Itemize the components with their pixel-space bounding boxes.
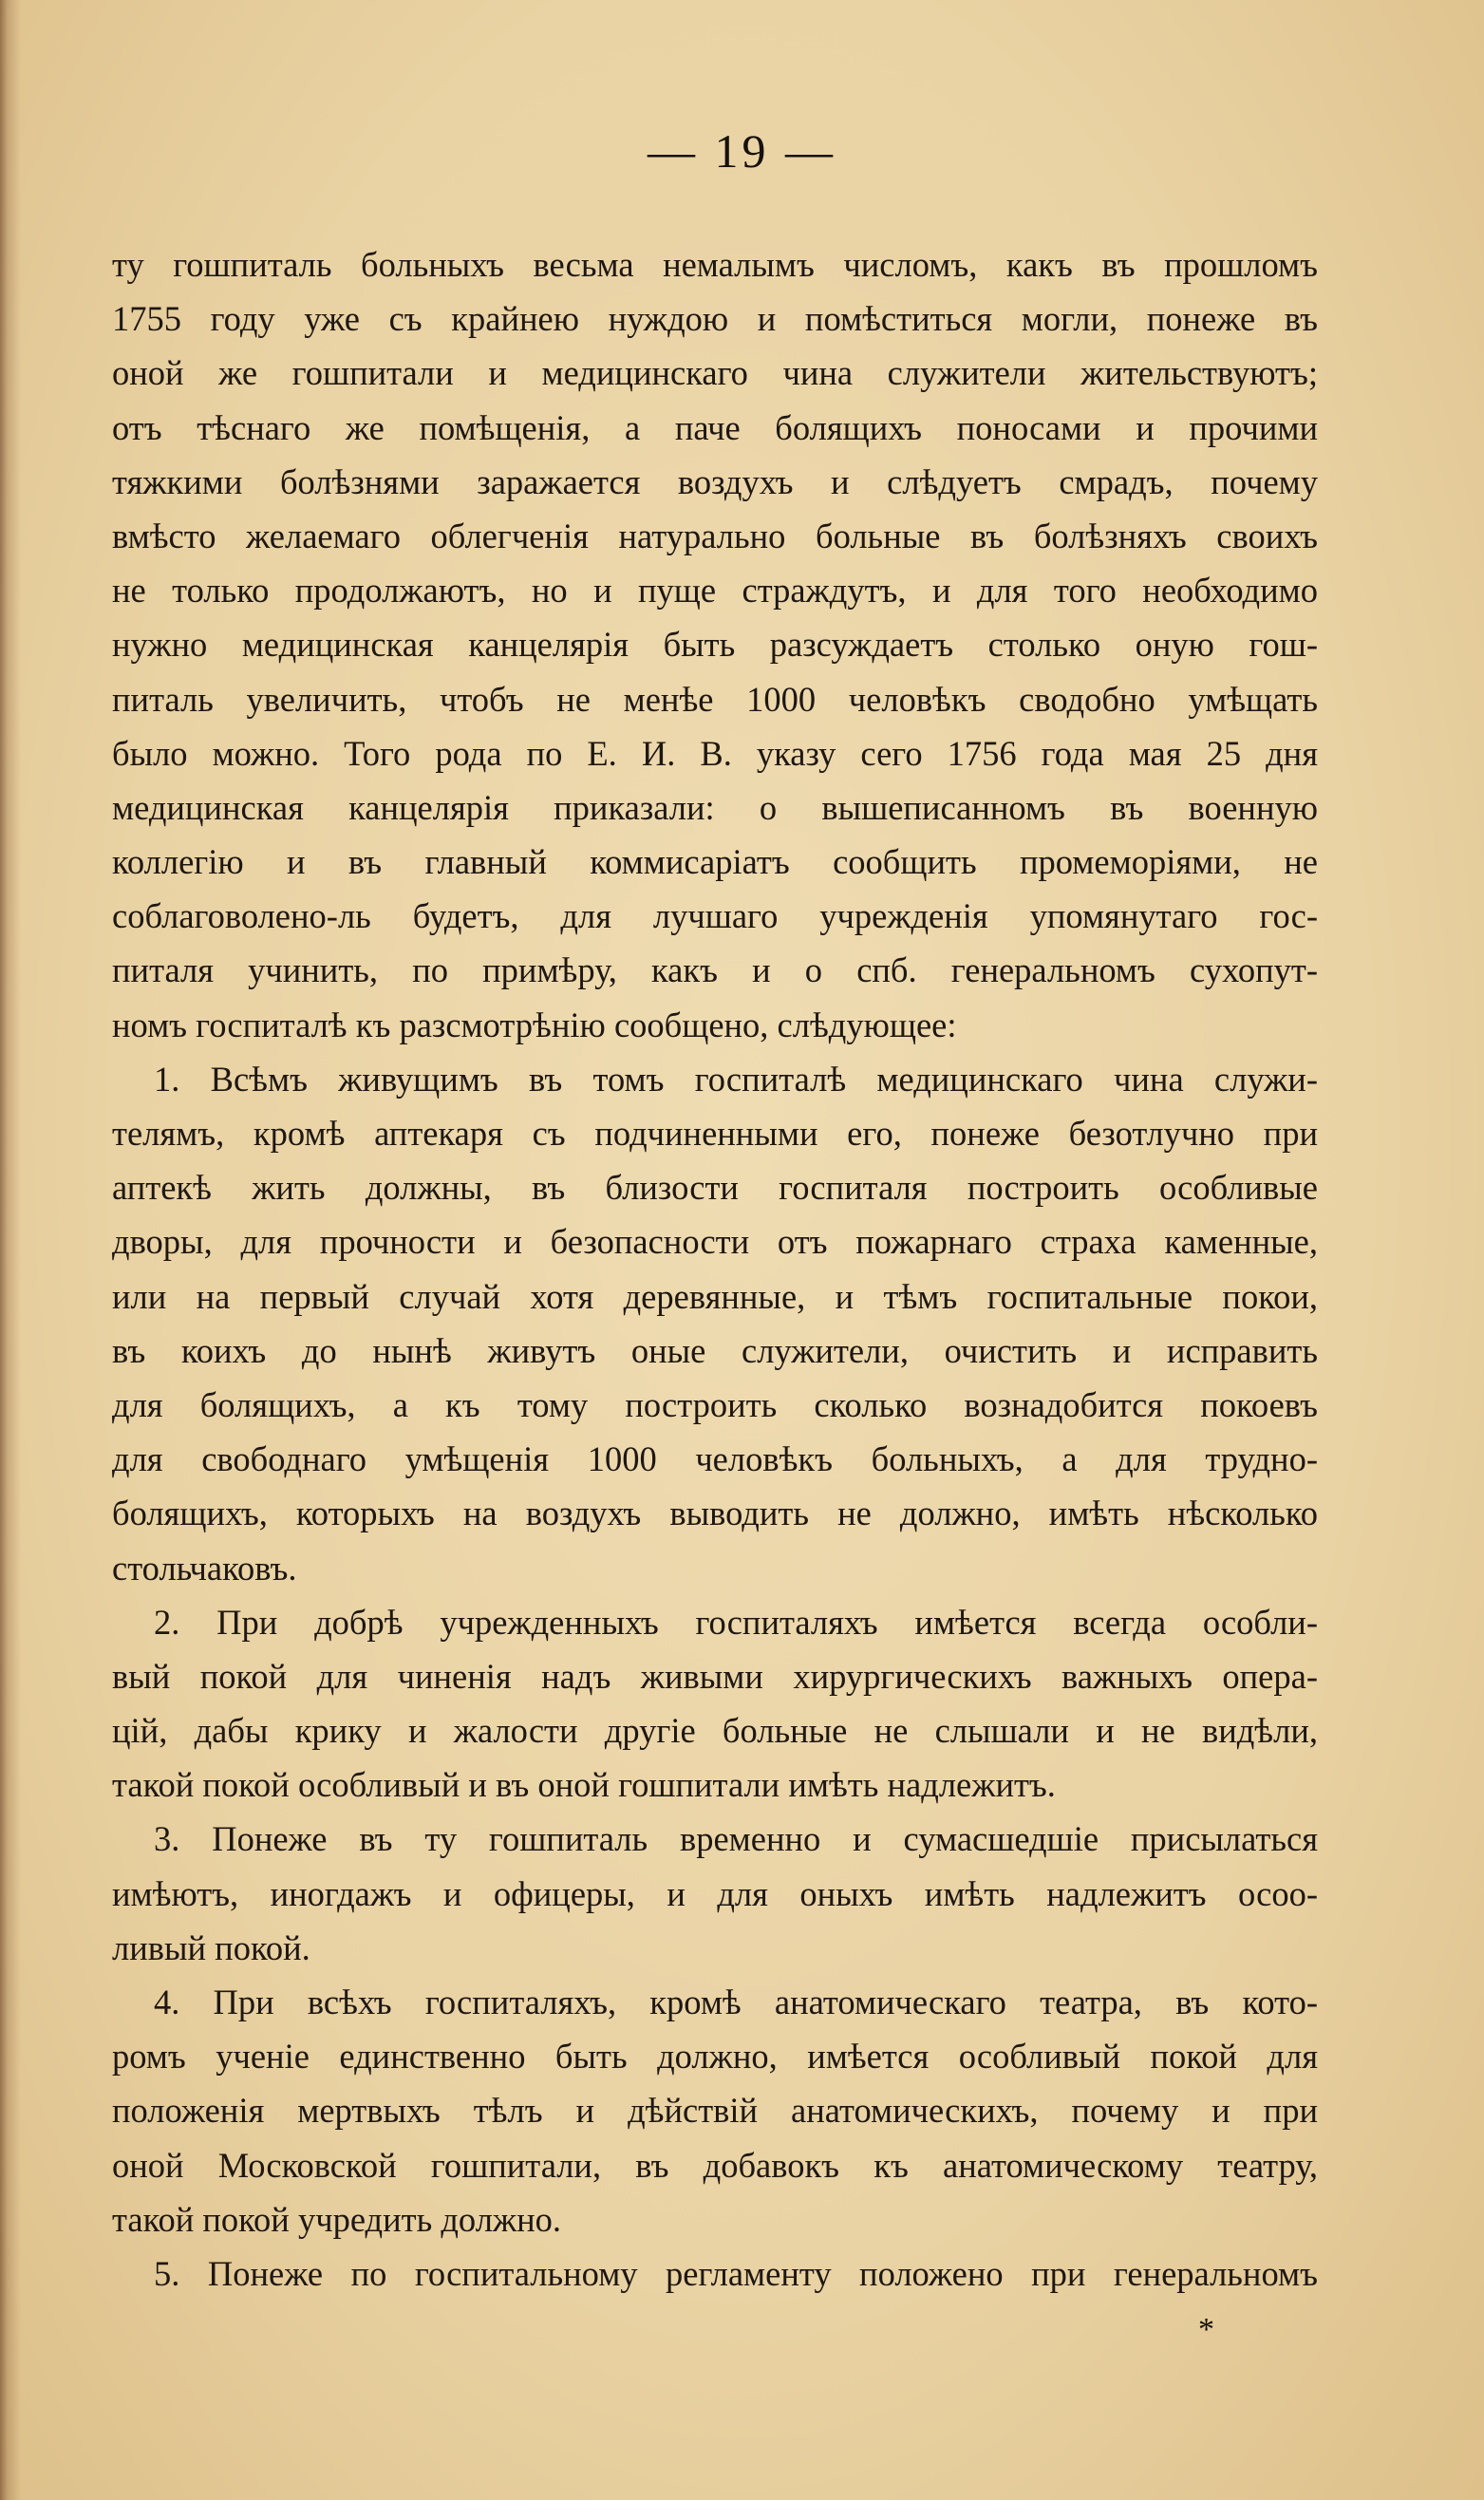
text-line: отъ тѣснаго же помѣщенія, а паче болящихъ поносами и прочими — [112, 407, 1318, 447]
text-line: цій, дабы крику и жалости другіе больные не слышали и не видѣли, — [112, 1711, 1318, 1751]
text-line: для болящихъ, а къ тому построить сколько вознадобится покоевъ — [112, 1384, 1318, 1424]
text-line: оной Московской гошпитали, въ добавокъ къ анатомическому театру, — [112, 2145, 1318, 2185]
text-line: 2. При добрѣ учрежденныхъ госпиталяхъ имѣется всегда особли- — [154, 1602, 1318, 1642]
text-line: тяжкими болѣзнями заражается воздухъ и слѣдуетъ смрадъ, почему — [112, 461, 1318, 501]
text-line: 5. Понеже по госпитальному регламенту положено при генеральномъ — [154, 2253, 1318, 2293]
text-line: номъ госпиталѣ къ разсмотрѣнію сообщено, слѣдующее: — [112, 1005, 957, 1044]
text-line: имѣютъ, иногдажъ и офицеры, и для оныхъ имѣть надлежитъ осоо- — [112, 1873, 1318, 1913]
text-line: ромъ ученіе единственно быть должно, имѣется особливый покой для — [112, 2037, 1318, 2077]
text-line: соблаговолено-ль будетъ, для лучшаго учрежденія упомянутаго гос- — [112, 896, 1318, 936]
text-line: телямъ, кромѣ аптекаря съ подчиненными его, понеже безотлучно при — [112, 1114, 1318, 1153]
text-line: медицинская канцелярія приказали: о вышеписанномъ въ военную — [112, 787, 1318, 827]
text-line: или на первый случай хотя деревянные, и тѣмъ госпитальные покои, — [112, 1276, 1318, 1316]
text-line: стольчаковъ. — [112, 1548, 297, 1588]
text-line: 4. При всѣхъ госпиталяхъ, кромѣ анатомическаго театра, въ кото- — [154, 1983, 1318, 2021]
text-line: 1. Всѣмъ живущимъ въ томъ госпиталѣ медицинскаго чина служи- — [154, 1059, 1318, 1099]
text-line: вый покой для чиненія надъ живыми хирургическихъ важныхъ опера- — [112, 1656, 1318, 1696]
text-line: было можно. Того рода по Е. И. В. указу сего 1756 года мая 25 дня — [112, 733, 1318, 773]
text-line: ливый покой. — [112, 1927, 310, 1967]
text-line: оной же гошпитали и медицинскаго чина служители жительствуютъ; — [112, 353, 1318, 393]
text-line: для свободнаго умѣщенія 1000 человѣкъ больныхъ, а для трудно- — [112, 1439, 1318, 1479]
text-line: вмѣсто желаемаго облегченія натурально больные въ болѣзняхъ своихъ — [112, 516, 1318, 555]
text-line: аптекѣ жить должны, въ близости госпиталя построить особливые — [112, 1168, 1318, 1208]
text-line: такой покой учредить должно. — [112, 2199, 562, 2239]
text-line: питаль увеличить, чтобъ не менѣе 1000 человѣкъ сводобно умѣщать — [112, 679, 1318, 719]
text-line: положенія мертвыхъ тѣлъ и дѣйствій анатомическихъ, почему и при — [112, 2091, 1318, 2131]
text-line: коллегію и въ главный коммисаріатъ сообщить промеморіями, не — [112, 842, 1318, 882]
text-line: 3. Понеже въ ту гошпиталь временно и сумасшедшіе присылаться — [154, 1819, 1318, 1859]
text-line: ту гошпиталь больныхъ весьма немалымъ числомъ, какъ въ прошломъ — [112, 245, 1318, 284]
text-line: не только продолжаютъ, но и пуще страждутъ, и для того необходимо — [112, 571, 1318, 611]
text-line: дворы, для прочности и безопасности отъ пожарнаго страха каменные, — [112, 1222, 1318, 1262]
body-text — [112, 237, 1318, 2301]
text-line: болящихъ, которыхъ на воздухъ выводить не должно, имѣть нѣсколько — [112, 1494, 1318, 1533]
text-line: въ коихъ до нынѣ живутъ оные служители, очистить и исправить — [112, 1330, 1318, 1370]
text-line: питаля учинить, по примѣру, какъ и о спб. генеральномъ сухопут- — [112, 950, 1318, 990]
text-line: такой покой особливый и въ оной гошпитали имѣть надлежитъ. — [112, 1765, 1056, 1805]
text-line: 1755 году уже съ крайнею нуждою и помѣститься могли, понеже въ — [112, 299, 1318, 339]
text-line: нужно медицинская канцелярія быть разсуждаетъ столько оную гош- — [112, 625, 1318, 665]
signature-mark: * — [1198, 2312, 1214, 2347]
page-number: — 19 — — [648, 124, 836, 178]
